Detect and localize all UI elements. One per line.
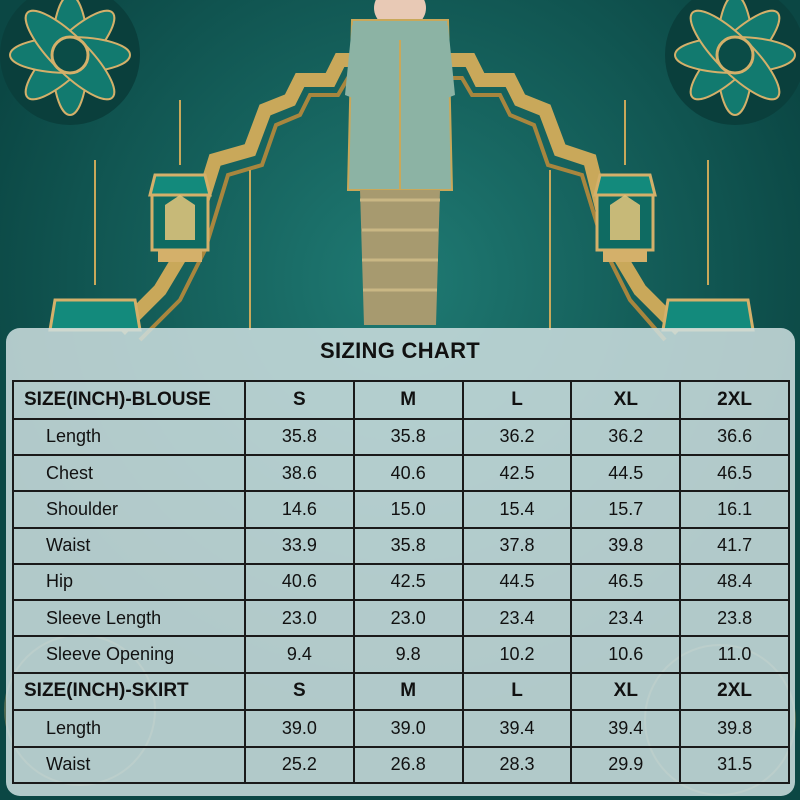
blouse-header-row	[13, 381, 789, 419]
measurement-value: 35.8	[354, 528, 463, 564]
measurement-value: 39.0	[354, 710, 463, 746]
size-header: M	[354, 381, 463, 419]
measurement-label: Shoulder	[13, 491, 245, 527]
size-header: S	[245, 381, 354, 419]
measurement-value: 31.5	[680, 747, 789, 783]
measurement-value: 40.6	[245, 564, 354, 600]
size-header: XL	[571, 381, 680, 419]
lantern-right-icon	[595, 175, 655, 262]
measurement-value: 10.6	[571, 636, 680, 672]
sizing-table-body	[13, 381, 789, 783]
measurement-value: 10.2	[463, 636, 572, 672]
measurement-value: 16.1	[680, 491, 789, 527]
size-header: 2XL	[680, 381, 789, 419]
measurement-value: 9.8	[354, 636, 463, 672]
table-row	[13, 455, 789, 491]
measurement-label: Sleeve Opening	[13, 636, 245, 672]
measurement-value: 36.6	[680, 419, 789, 455]
table-row	[13, 710, 789, 746]
table-row	[13, 636, 789, 672]
measurement-value: 25.2	[245, 747, 354, 783]
measurement-value: 35.8	[354, 419, 463, 455]
chart-title: SIZING CHART	[319, 338, 481, 363]
measurement-label: Waist	[13, 747, 245, 783]
skirt-section-label: SIZE(INCH)-SKIRT	[13, 673, 245, 711]
measurement-value: 37.8	[463, 528, 572, 564]
measurement-value: 44.5	[571, 455, 680, 491]
lantern-low-right-icon	[663, 300, 753, 330]
measurement-value: 40.6	[354, 455, 463, 491]
measurement-label: Hip	[13, 564, 245, 600]
measurement-value: 11.0	[680, 636, 789, 672]
sizing-table	[12, 380, 790, 784]
measurement-value: 41.7	[680, 528, 789, 564]
measurement-value: 36.2	[571, 419, 680, 455]
measurement-value: 23.0	[245, 600, 354, 636]
blouse-section-label: SIZE(INCH)-BLOUSE	[13, 381, 245, 419]
measurement-value: 15.0	[354, 491, 463, 527]
measurement-value: 26.8	[354, 747, 463, 783]
measurement-value: 33.9	[245, 528, 354, 564]
table-row	[13, 528, 789, 564]
measurement-value: 46.5	[571, 564, 680, 600]
measurement-label: Chest	[13, 455, 245, 491]
measurement-value: 38.6	[245, 455, 354, 491]
size-header: 2XL	[680, 673, 789, 711]
measurement-value: 23.4	[571, 600, 680, 636]
measurement-value: 15.7	[571, 491, 680, 527]
measurement-value: 9.4	[245, 636, 354, 672]
lantern-low-left-icon	[50, 300, 140, 330]
measurement-value: 29.9	[571, 747, 680, 783]
measurement-value: 36.2	[463, 419, 572, 455]
measurement-value: 44.5	[463, 564, 572, 600]
size-header: M	[354, 673, 463, 711]
measurement-value: 23.0	[354, 600, 463, 636]
size-header: L	[463, 381, 572, 419]
measurement-value: 39.0	[245, 710, 354, 746]
table-row	[13, 600, 789, 636]
measurement-value: 39.8	[680, 710, 789, 746]
size-header: XL	[571, 673, 680, 711]
size-header: L	[463, 673, 572, 711]
measurement-value: 23.4	[463, 600, 572, 636]
lantern-left-icon	[150, 175, 210, 262]
table-row	[13, 419, 789, 455]
measurement-value: 48.4	[680, 564, 789, 600]
measurement-value: 23.8	[680, 600, 789, 636]
measurement-value: 39.4	[463, 710, 572, 746]
measurement-value: 39.4	[571, 710, 680, 746]
measurement-label: Length	[13, 710, 245, 746]
measurement-value: 39.8	[571, 528, 680, 564]
size-header: S	[245, 673, 354, 711]
measurement-value: 15.4	[463, 491, 572, 527]
table-row	[13, 491, 789, 527]
table-row	[13, 564, 789, 600]
measurement-value: 14.6	[245, 491, 354, 527]
measurement-value: 42.5	[354, 564, 463, 600]
skirt-header-row	[13, 673, 789, 711]
measurement-value: 42.5	[463, 455, 572, 491]
measurement-label: Sleeve Length	[13, 600, 245, 636]
table-row	[13, 747, 789, 783]
measurement-label: Length	[13, 419, 245, 455]
measurement-value: 46.5	[680, 455, 789, 491]
measurement-value: 28.3	[463, 747, 572, 783]
measurement-label: Waist	[13, 528, 245, 564]
measurement-value: 35.8	[245, 419, 354, 455]
